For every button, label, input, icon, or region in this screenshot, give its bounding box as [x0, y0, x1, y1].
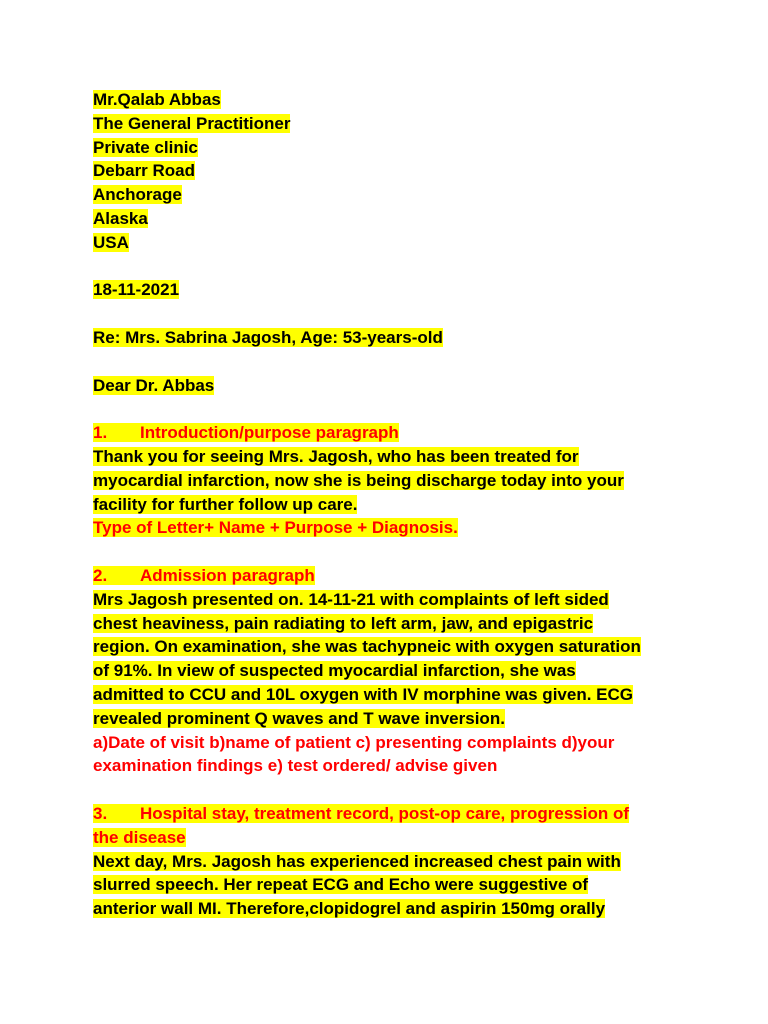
address-line: Private clinic: [93, 137, 198, 157]
address-line: Anchorage: [93, 185, 182, 205]
address-line: The General Practitioner: [93, 113, 291, 133]
body-line: admitted to CCU and 10L oxygen with IV morphine was given. ECG: [93, 684, 633, 704]
section-introduction: [93, 421, 693, 540]
body-line: slurred speech. Her repeat ECG and Echo were suggestive of: [93, 875, 589, 895]
body-line: Mrs Jagosh presented on. 14-11-21 with complaints of left sided: [93, 589, 609, 609]
section-heading-continued: the disease: [93, 827, 186, 847]
recipient-address: [93, 88, 693, 255]
section-heading: Admission paragraph: [140, 565, 315, 585]
letter-date: 18-11-2021: [93, 280, 180, 300]
address-line: Debarr Road: [93, 161, 196, 181]
body-line: chest heaviness, pain radiating to left arm, jaw, and epigastric: [93, 613, 594, 633]
body-line: facility for further follow up care.: [93, 494, 358, 514]
section-number: 1.: [93, 423, 108, 443]
re-line: Re: Mrs. Sabrina Jagosh, Age: 53-years-old: [93, 327, 443, 347]
section-hospital-stay: [93, 802, 693, 921]
body-line: of 91%. In view of suspected myocardial infarction, she was: [93, 661, 576, 681]
address-line: Mr.Qalab Abbas: [93, 90, 221, 109]
body-line: anterior wall MI. Therefore,clopidogrel and aspirin 150mg orally: [93, 899, 606, 919]
section-admission: [93, 564, 693, 778]
body-line: region. On examination, she was tachypneic with oxygen saturation: [93, 637, 641, 657]
section-heading: Introduction/purpose paragraph: [140, 423, 399, 443]
letter-document: [93, 88, 693, 921]
salutation: Dear Dr. Abbas: [93, 375, 215, 395]
section-note: examination findings e) test ordered/ advise given: [93, 756, 498, 776]
body-line: revealed prominent Q waves and T wave inversion.: [93, 708, 505, 728]
address-line: USA: [93, 232, 129, 252]
section-note: a)Date of visit b)name of patient c) presenting complaints d)your: [93, 732, 615, 752]
section-number: 2.: [93, 565, 108, 585]
section-heading: Hospital stay, treatment record, post-op care, progression of: [140, 803, 630, 823]
section-note: Type of Letter+ Name + Purpose + Diagnosis.: [93, 518, 458, 538]
body-line: Thank you for seeing Mrs. Jagosh, who has been treated for: [93, 446, 579, 466]
address-line: Alaska: [93, 208, 148, 228]
body-line: myocardial infarction, now she is being discharge today into your: [93, 470, 624, 490]
body-line: Next day, Mrs. Jagosh has experienced increased chest pain with: [93, 851, 621, 871]
section-number: 3.: [93, 803, 108, 823]
